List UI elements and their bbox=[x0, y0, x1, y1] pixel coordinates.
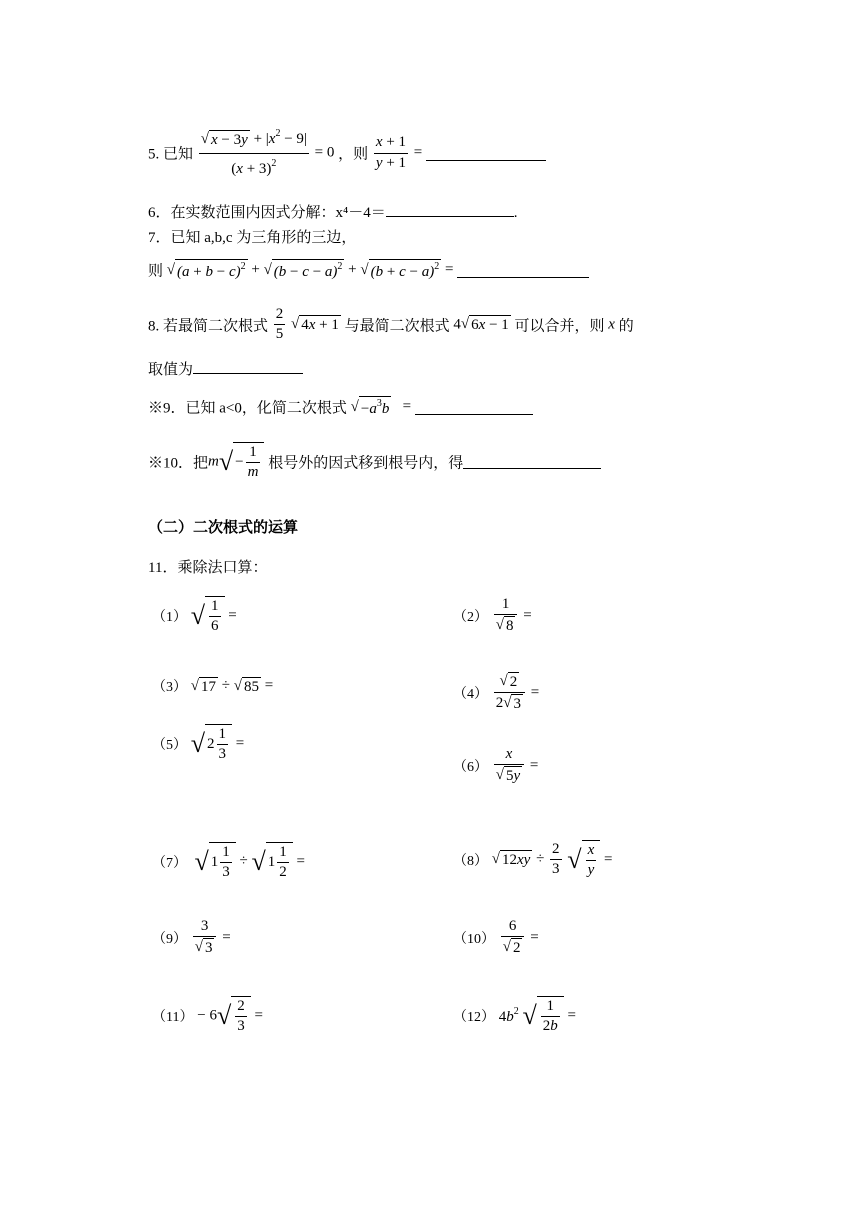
q6-label: 6．在实数范围内因式分解： bbox=[148, 205, 336, 221]
q11-item-7: （7） √ 1 $\frac{1}{3}$ ÷ √ 1 $\frac{1}{2}$ = bbox=[152, 844, 306, 881]
q11-item-9: （9） $\frac{3}{√ 3}$ = bbox=[152, 918, 231, 957]
q7-line2: 则 √ $(a + b - c)^2$ + √ $(b - c - a)^2$ + √ $(b + c - a)^2$ = bbox=[148, 259, 589, 281]
q6-expr: x⁴－4＝ bbox=[335, 205, 386, 221]
q5-eq-zero: = 0 bbox=[314, 144, 335, 161]
q11-item-11: （11） − 6√ $\frac{2}{3}$ = bbox=[152, 998, 263, 1035]
q7-label: 7．已知 a,b,c 为三角形的三边， bbox=[148, 230, 357, 246]
q11-title: 11．乘除法口算： bbox=[148, 560, 268, 576]
q8-end2: 的 bbox=[618, 318, 634, 335]
q6-line bbox=[148, 201, 518, 222]
section2-title: （二）二次根式的运算 bbox=[148, 518, 299, 536]
q6-answer-blank[interactable] bbox=[386, 202, 514, 217]
q8-line2 bbox=[148, 358, 303, 379]
q11-item-6: （6） $\frac{x}{√ 5y}$ = bbox=[453, 746, 539, 785]
q5-line bbox=[148, 128, 546, 178]
q10-tail: 根号外的因式移到根号内，得 bbox=[268, 455, 464, 472]
q6-end: . bbox=[513, 205, 518, 221]
q7-answer-blank[interactable] bbox=[457, 263, 589, 278]
q8-mid: 与最简二次根式 bbox=[344, 318, 450, 335]
q8-answer-blank[interactable] bbox=[193, 359, 303, 374]
q5-fraction: $\frac{√ x - 3y + |x^2 - 9|}{(x + 3)^2}$ bbox=[200, 128, 307, 178]
q8-fraction: $\frac{2}{5}$ bbox=[275, 306, 284, 343]
q11-item-10: （10） $\frac{6}{√ 2}$ = bbox=[453, 918, 539, 957]
q11-item-1: （1） √ $\frac{1}{6}$ = bbox=[152, 598, 237, 635]
q10-line: ※10．把m√ − $\frac{1}{m}$ 根号外的因式移到根号内，得 bbox=[148, 442, 601, 482]
q10-label: ※10．把 bbox=[148, 455, 209, 472]
q7-then: 则 bbox=[148, 263, 164, 280]
q9-answer-blank[interactable] bbox=[415, 400, 533, 415]
q9-eq: = bbox=[402, 398, 412, 415]
q5-eq: = bbox=[413, 144, 423, 161]
q5-then: ，则 bbox=[338, 146, 369, 163]
q11-item-2: （2） $\frac{1}{√ 8}$ = bbox=[453, 596, 532, 635]
q11-item-5: （5） √ 2 $\frac{1}{3}$ = bbox=[152, 726, 245, 763]
q9-label: ※9．已知 a<0，化简二次根式 bbox=[148, 400, 347, 417]
q8-line2-label: 取值为 bbox=[148, 362, 194, 378]
q8-label: 8. 若最简二次根式 bbox=[148, 318, 269, 335]
q11-item-3: （3） √ 17 ÷ √ 85 = bbox=[152, 677, 274, 695]
q5-fraction-2: $\frac{x + 1}{y + 1}$ bbox=[375, 134, 407, 171]
q10-answer-blank[interactable] bbox=[463, 454, 601, 469]
q8-line: 8. 若最简二次根式 $\frac{2}{5}$ √ 4x + 1 与最简二次根式 4√ 6x − 1 可以合并，则 x 的 bbox=[148, 306, 634, 343]
q5-answer-blank[interactable] bbox=[426, 146, 546, 161]
q8-var: x bbox=[608, 316, 615, 333]
q11-item-4: （4） $\frac{√ 2}{2√ 3}$ = bbox=[453, 673, 540, 713]
q9-line: ※9．已知 a<0，化简二次根式 √ $-a^3b$ = bbox=[148, 396, 533, 418]
q11-item-8: （8） √ 12xy ÷ $\frac{2}{3}$ √ $\frac{x}{y}$ = bbox=[453, 841, 613, 879]
q5-label: 5. 已知 bbox=[148, 146, 194, 163]
q11-item-12: （12） $4b^2$ √ $\frac{1}{2b}$ = bbox=[453, 998, 576, 1035]
q7-eq: = bbox=[444, 261, 454, 278]
q8-end: 可以合并，则 bbox=[514, 318, 605, 335]
